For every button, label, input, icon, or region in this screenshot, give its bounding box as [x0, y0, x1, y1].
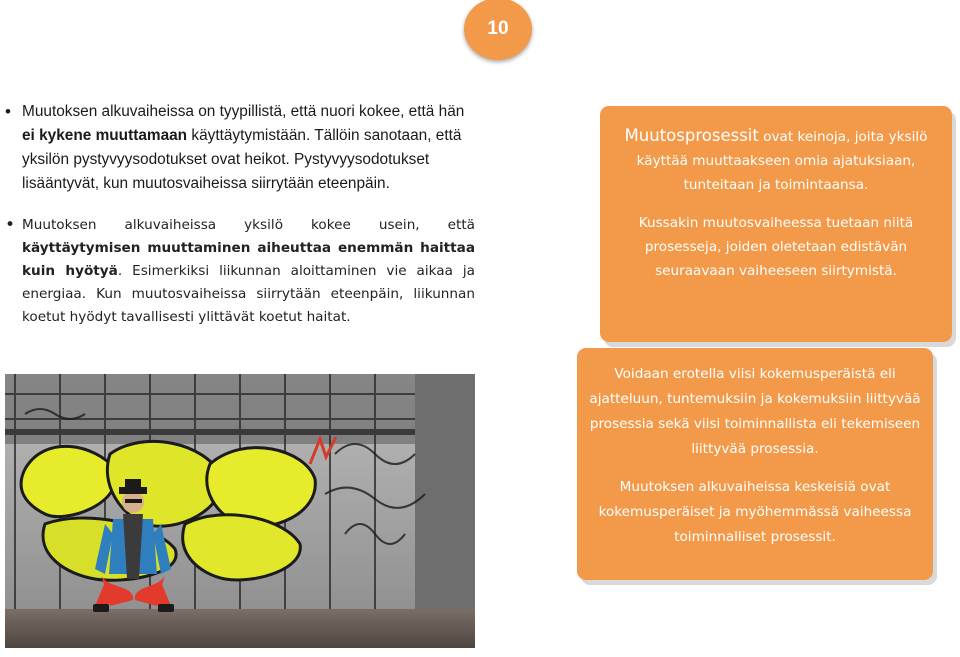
process-types-box [577, 348, 933, 580]
bullet-2-text-1: Muutoksen alkuvaiheissa yksilö kokee usein, että [22, 217, 475, 233]
bullet-1-emphasis: ei kykene muuttamaan [22, 127, 188, 144]
box1-paragraph-2: Kussakin muutosvaiheessa tuetaan niitä prosesseja, joiden oletetaan edistävän seuraavaan vaiheeseen siirtymistä. [638, 215, 914, 279]
bullet-1-text-2: käyttäytymistään. Tällöin sanotaan, että yksilön pystyvyysodotukset ovat heikot. Pystyvyysodotukset lisääntyvät, kun muutosvaiheissa siirrytään eteenpäin. [22, 127, 462, 192]
bullet-item-2 [5, 214, 475, 329]
process-info-box [600, 106, 952, 342]
bullet-item-1 [5, 100, 475, 196]
page-number-badge [464, 0, 532, 60]
bullet-2-text-2: . Esimerkiksi liikunnan aloittaminen vie aikaa ja energiaa. Kun muutosvaiheissa siirrytään eteenpäin, liikunnan koetut hyödyt tavallisesti ylittävät koetut haitat. [22, 263, 476, 325]
box1-paragraph-1 [606, 124, 946, 197]
bullet-list [5, 100, 475, 329]
bullet-1-text-1: Muutoksen alkuvaiheissa on tyypillistä, että nuori kokee, että hän [22, 103, 465, 120]
box2-paragraph-2: Muutoksen alkuvaiheissa keskeisiä ovat kokemusperäiset ja myöhemmässä vaiheessa toiminnalliset prosessit. [598, 479, 912, 545]
graffiti-photo [5, 374, 475, 648]
box1-paragraph-1-rest: ovat keinoja, joita yksilö käyttää muuttaakseen omia ajatuksiaan, tunteitaan ja toimintaansa. [636, 129, 928, 193]
graffiti-photo-illustration [5, 374, 475, 648]
bullet-2-emphasis: käyttäytymisen muuttaminen aiheuttaa enemmän haittaa kuin hyötyä [22, 240, 475, 279]
box1-lead-term: Muutosprosessit [624, 126, 759, 145]
box2-paragraph-1: Voidaan erotella viisi kokemusperäistä eli ajatteluun, tuntemuksiin ja kokemuksiin liittyvää prosessia sekä viisi toiminnallista eli tekemiseen liittyvää prosessia. [589, 366, 921, 457]
page-number: 10 [487, 18, 509, 39]
